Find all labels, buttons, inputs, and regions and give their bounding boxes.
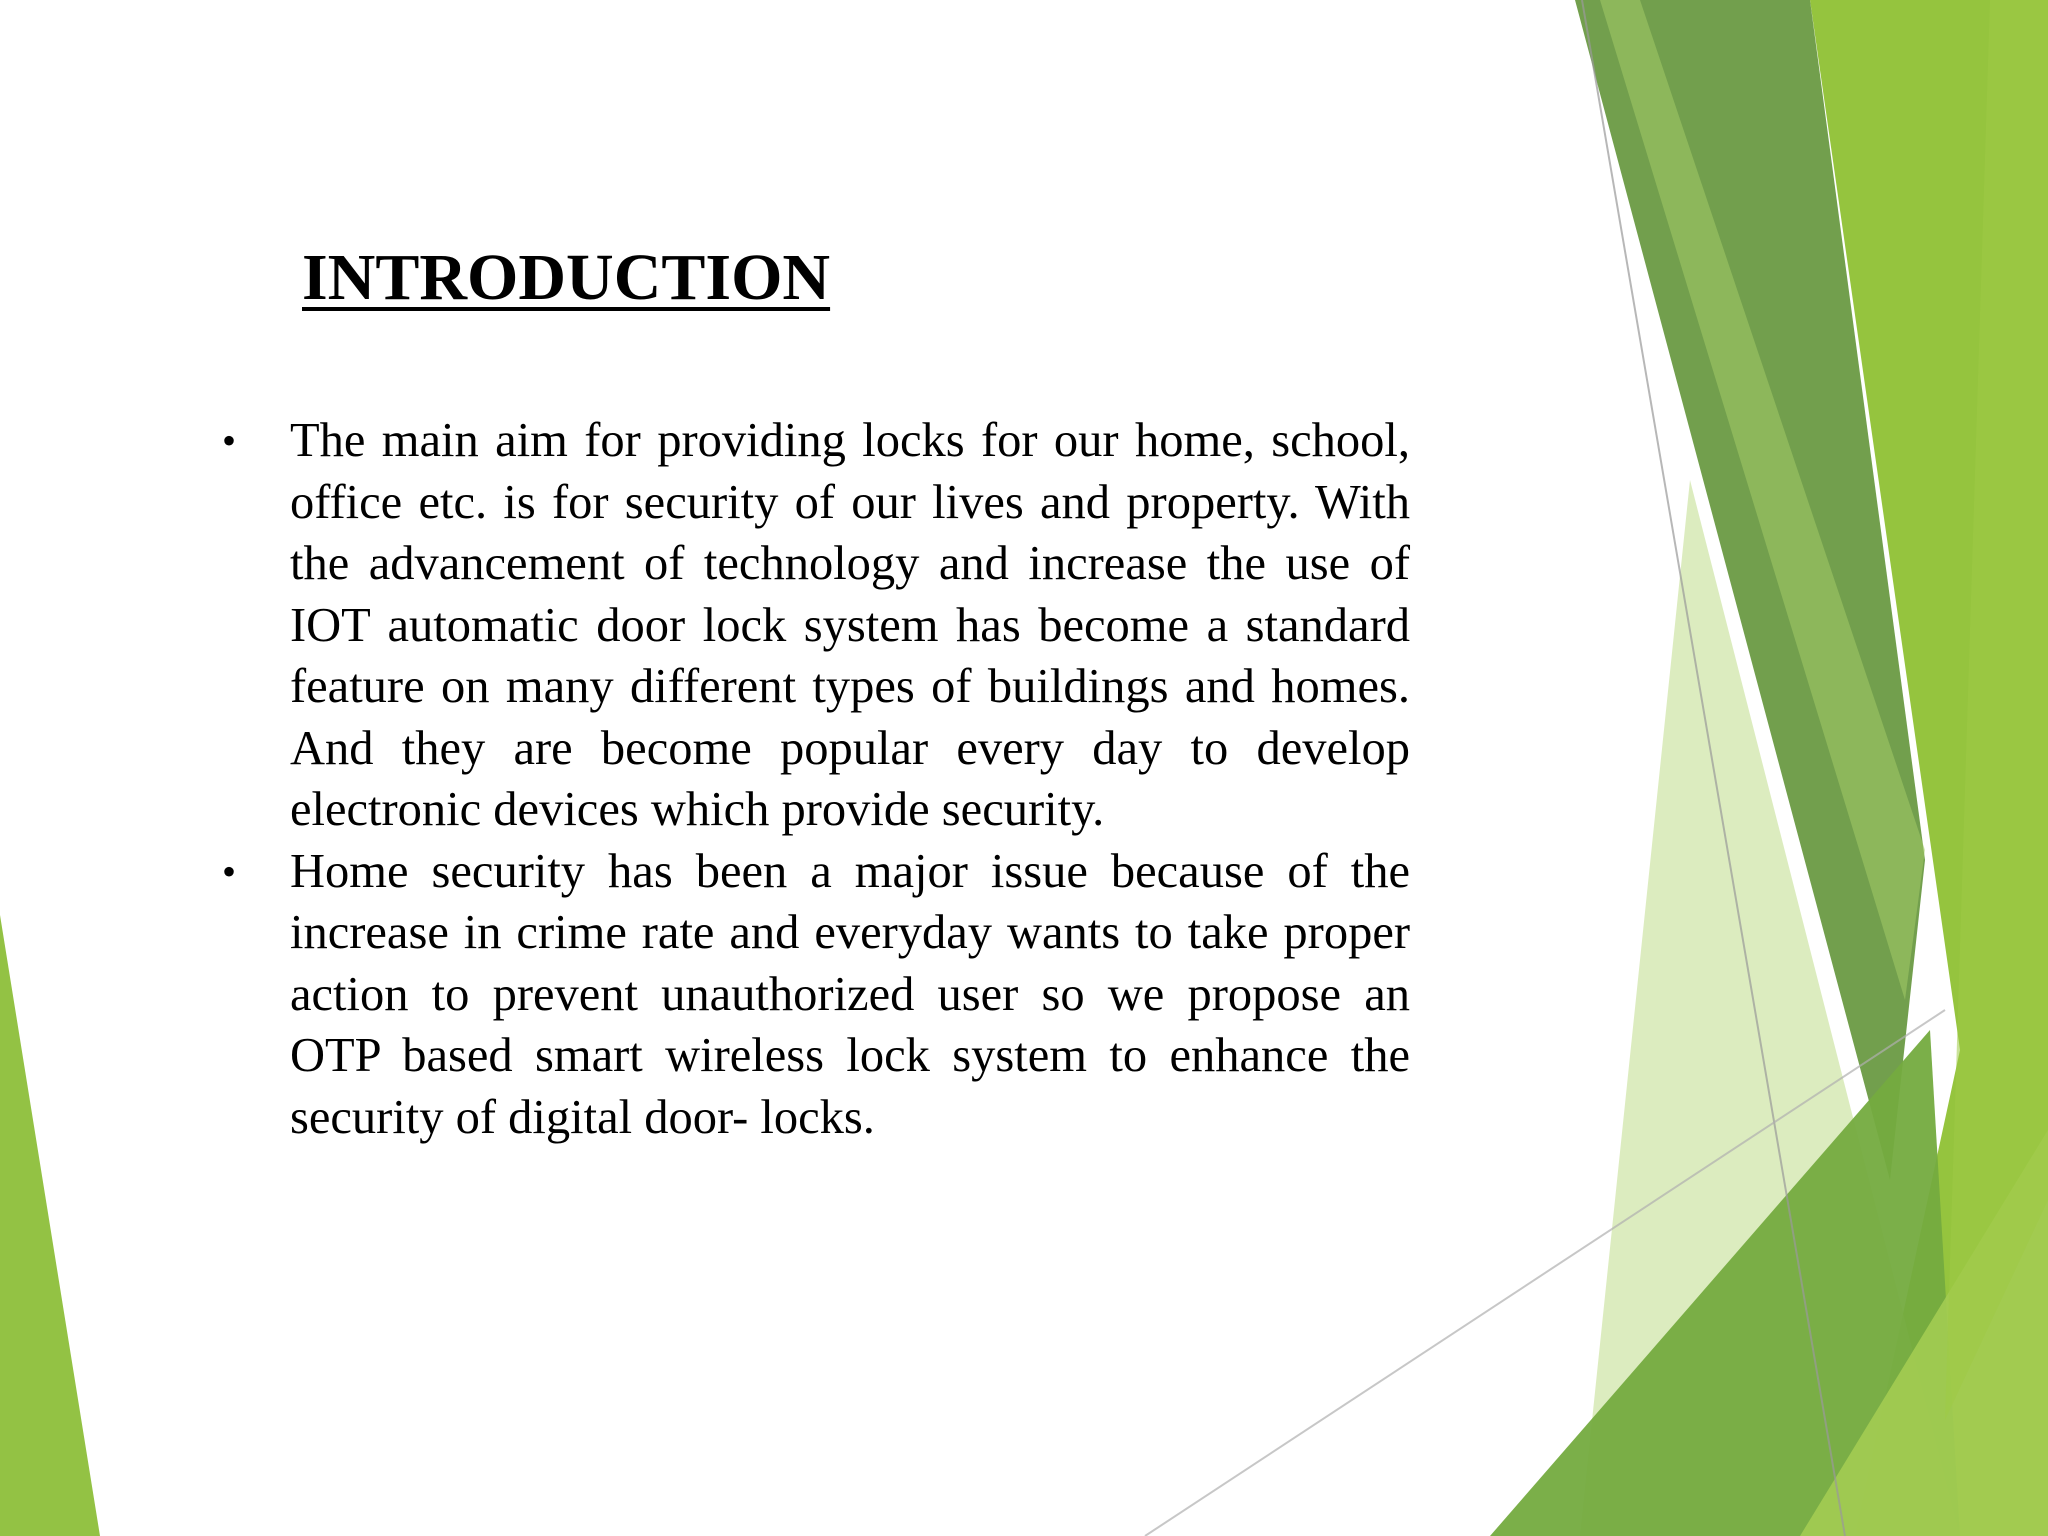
bullet-text-1: The main aim for providing locks for our home, school, office etc. is for security of our lives and property. With the advancement of technology and increase the use of IOT automatic door lock system has become a standard feature on many different types of buildings and homes. And they are become popular every day to develop electronic devices which provide security. — [290, 414, 1410, 836]
bullet-glyph: • — [222, 418, 237, 463]
bullet-text-2: Home security has been a major issue because of the increase in crime rate and everyday wants to take proper action to prevent unauthorized user so we propose an OTP based smart wireless lock system to enhance the security of digital door- locks. — [290, 844, 1410, 1144]
bullet-glyph: • — [222, 848, 237, 894]
bullet-item-2 — [222, 841, 1410, 1149]
bullet-list — [222, 410, 1410, 1148]
left-green-sliver — [0, 915, 100, 1536]
slide-title: INTRODUCTION — [302, 241, 831, 314]
bullet-item-1 — [222, 410, 1410, 841]
